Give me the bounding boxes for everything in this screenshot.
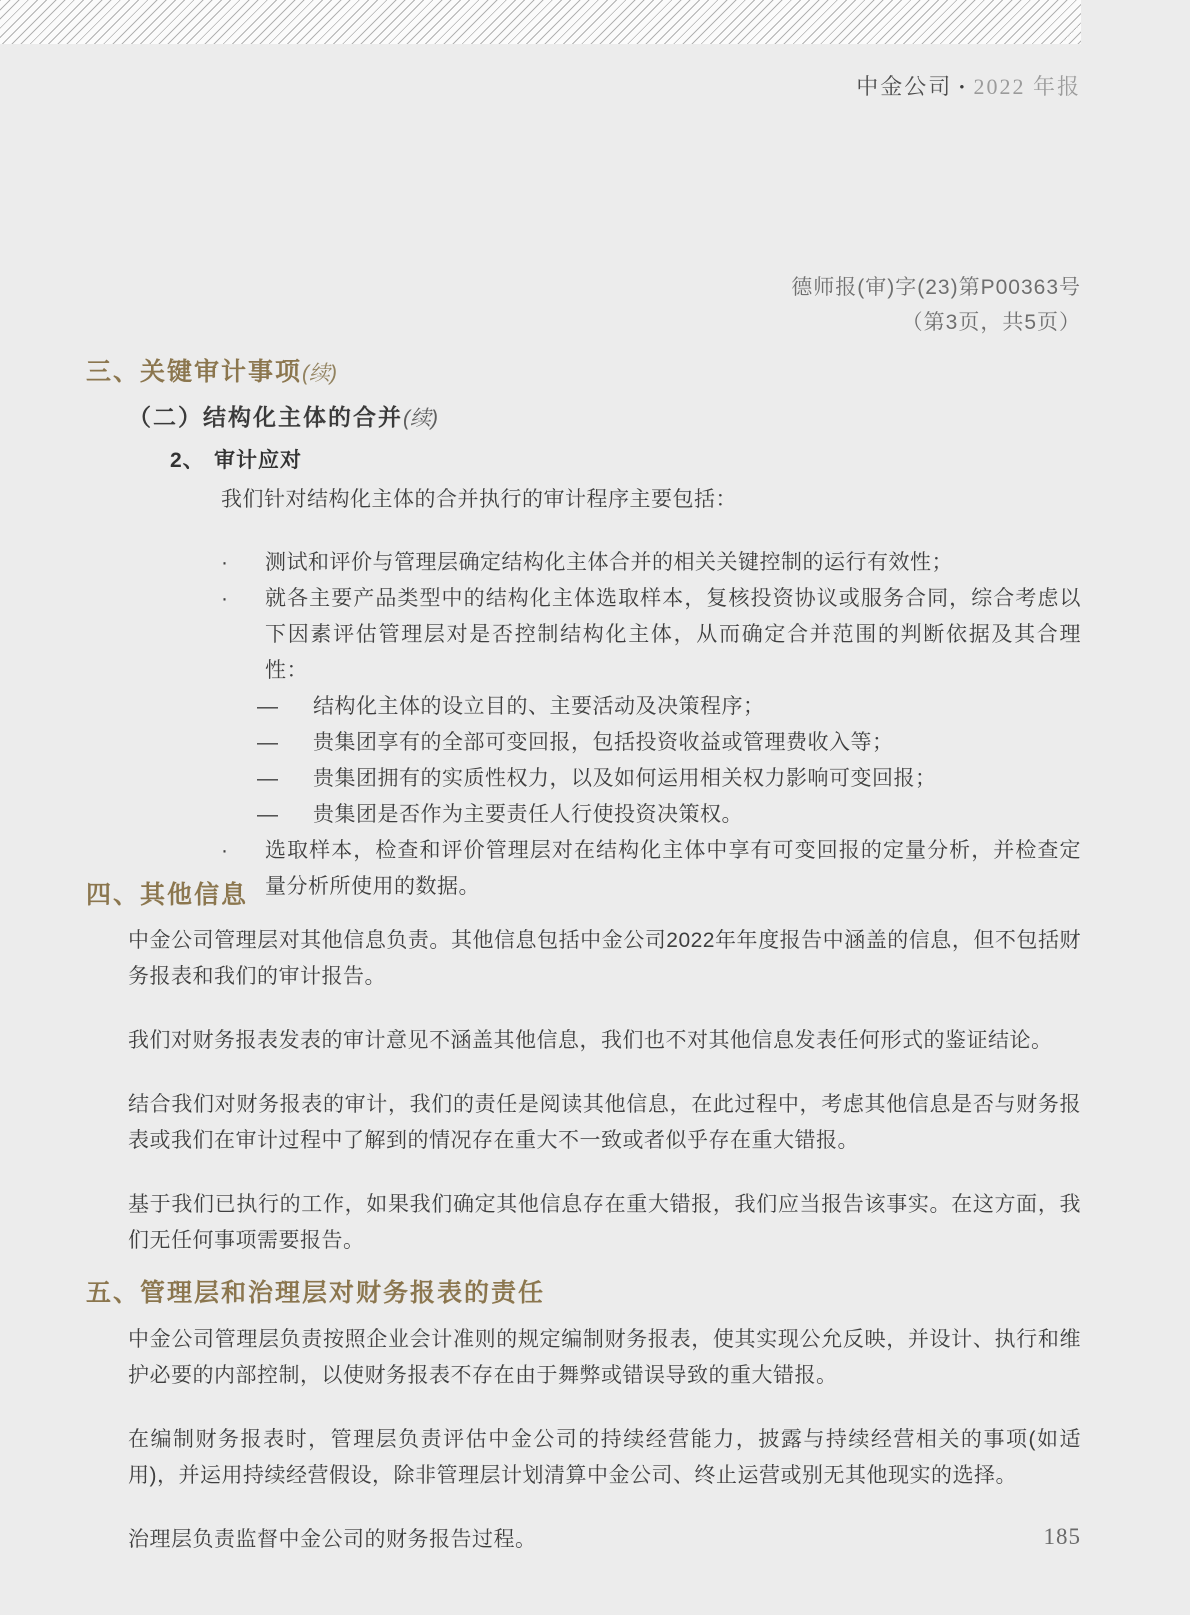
paragraph: 中金公司管理层负责按照企业会计准则的规定编制财务报表，使其实现公允反映，并设计、执行和维护必要的内部控制，以使财务报表不存在由于舞弊或错误导致的重大错报。 xyxy=(128,1328,1081,1387)
bullet-text: 就各主要产品类型中的结构化主体选取样本，复核投资协议或服务合同，综合考虑以下因素评估管理层对是否控制结构化主体，从而确定合并范围的判断依据及其合理性： xyxy=(265,587,1081,682)
bullet-icon: · xyxy=(221,551,229,574)
bullet-item xyxy=(221,833,1081,905)
subsection-heading-structured-entities xyxy=(128,399,438,432)
paragraph: 我们对财务报表发表的审计意见不涵盖其他信息，我们也不对其他信息发表任何形式的鉴证结论。 xyxy=(128,1029,1053,1052)
dash-sublist xyxy=(257,689,1081,833)
paragraph: 基于我们已执行的工作，如果我们确定其他信息存在重大错报，我们应当报告该事实。在这方面，我们无任何事项需要报告。 xyxy=(128,1193,1081,1252)
section-heading-other-information xyxy=(86,875,248,911)
dash-item xyxy=(257,725,1081,761)
dash-icon: — xyxy=(257,731,279,754)
section-heading-key-audit-matters xyxy=(86,352,337,388)
bullet-item xyxy=(221,581,1081,689)
subsection-title: （二）结构化主体的合并 xyxy=(128,404,403,430)
doc-ref-number: 德师报(审)字(23)第P00363号 xyxy=(791,276,1081,299)
dash-item xyxy=(257,797,1081,833)
dash-icon: — xyxy=(257,767,279,790)
dash-text: 贵集团享有的全部可变回报，包括投资收益或管理费收入等； xyxy=(313,731,894,754)
paragraph: 中金公司管理层对其他信息负责。其他信息包括中金公司2022年年度报告中涵盖的信息，但不包括财务报表和我们的审计报告。 xyxy=(128,929,1081,988)
bullet-icon: · xyxy=(221,839,229,862)
dash-text: 贵集团拥有的实质性权力，以及如何运用相关权力影响可变回报； xyxy=(313,767,937,790)
section-title: 四、其他信息 xyxy=(86,881,249,909)
bullet-text: 测试和评价与管理层确定结构化主体合并的相关关键控制的运行有效性； xyxy=(265,551,953,574)
continued-suffix: (续) xyxy=(302,362,338,385)
dash-icon: — xyxy=(257,803,279,826)
bullet-text: 选取样本，检查和评价管理层对在结构化主体中享有可变回报的定量分析，并检查定量分析所使用的数据。 xyxy=(265,839,1081,898)
brand-name: 中金公司 xyxy=(856,74,953,99)
audit-procedures-intro: 我们针对结构化主体的合并执行的审计程序主要包括： xyxy=(221,488,737,511)
continued-suffix: (续) xyxy=(403,407,438,430)
dash-item xyxy=(257,761,1081,797)
item-title: 审计应对 xyxy=(214,449,302,472)
section-heading-management-responsibilities xyxy=(86,1273,545,1309)
item-number: 2、 xyxy=(170,449,205,472)
paragraph: 结合我们对财务报表的审计，我们的责任是阅读其他信息，在此过程中，考虑其他信息是否与财务报表或我们在审计过程中了解到的情况存在重大不一致或者似乎存在重大错报。 xyxy=(128,1093,1081,1152)
running-header xyxy=(0,70,1081,101)
document-reference xyxy=(0,270,1081,340)
section-title: 三、关键审计事项 xyxy=(86,358,303,386)
report-edition: 2022 年报 xyxy=(973,74,1081,99)
item-heading-audit-response xyxy=(170,444,302,474)
bullet-item xyxy=(221,545,1081,581)
audit-procedures-list xyxy=(221,545,1081,905)
dash-text: 贵集团是否作为主要责任人行使投资决策权。 xyxy=(313,803,743,826)
bullet-separator-icon: • xyxy=(959,80,967,96)
dash-item xyxy=(257,689,1081,725)
doc-ref-page: （第3页，共5页） xyxy=(901,311,1081,334)
hatch-pattern-band xyxy=(0,0,1081,44)
dash-icon: — xyxy=(257,695,279,718)
paragraph: 在编制财务报表时，管理层负责评估中金公司的持续经营能力，披露与持续经营相关的事项(如适用)，并运用持续经营假设，除非管理层计划清算中金公司、终止运营或别无其他现实的选择。 xyxy=(128,1428,1081,1487)
section-title: 五、管理层和治理层对财务报表的责任 xyxy=(86,1279,546,1307)
bullet-icon: · xyxy=(221,587,229,610)
dash-text: 结构化主体的设立目的、主要活动及决策程序； xyxy=(313,695,765,718)
paragraph: 治理层负责监督中金公司的财务报告过程。 xyxy=(128,1528,537,1551)
page-number: 185 xyxy=(1043,1524,1081,1549)
